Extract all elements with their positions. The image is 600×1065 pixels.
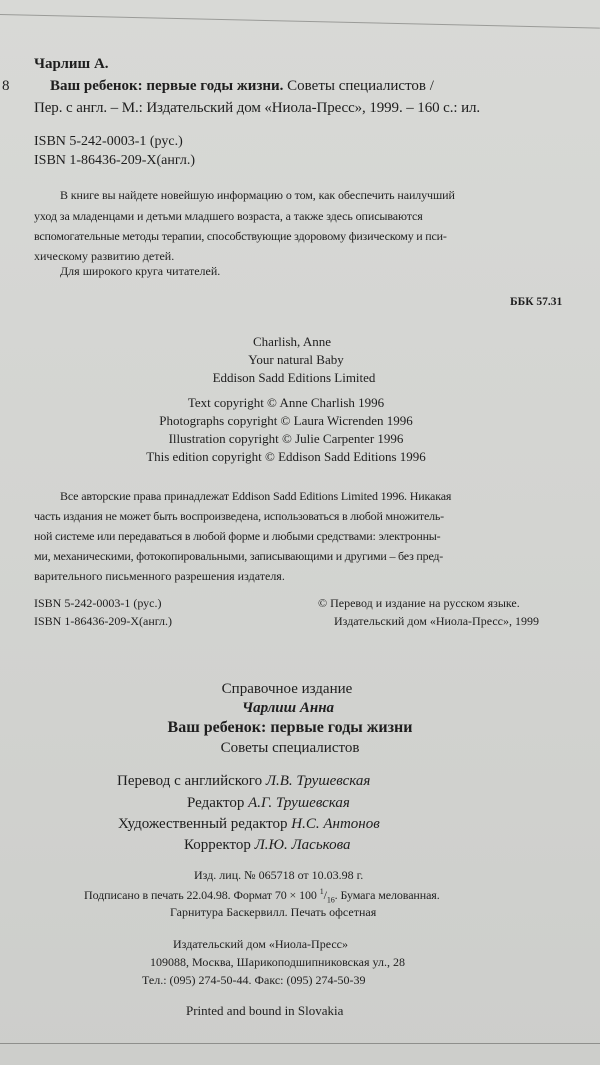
isbn-top-rus: ISBN 5-242-0003-1 (рус.) bbox=[34, 134, 183, 149]
printed-in: Printed and bound in Slovakia bbox=[186, 1003, 344, 1018]
translation-publisher: Издательский дом «Ниола-Пресс», 1999 bbox=[334, 614, 539, 628]
rights-line: Все авторские права принадлежат Eddison Sadd Editions Limited 1996. Никакая bbox=[60, 489, 452, 503]
isbn-bottom-rus: ISBN 5-242-0003-1 (рус.) bbox=[34, 596, 162, 610]
catalog-title-rest: Советы специалистов / bbox=[283, 78, 434, 94]
credit-art-editor bbox=[118, 816, 380, 833]
copyright-line: Photographs copyright © Laura Wicrenden 1996 bbox=[159, 413, 413, 428]
credit-name: Л.В. Трушевская bbox=[265, 773, 371, 789]
catalog-author: Чарлиш А. bbox=[34, 56, 109, 72]
copyright-line: This edition copyright © Eddison Sadd Editions 1996 bbox=[146, 449, 426, 464]
catalog-title-line bbox=[50, 78, 434, 95]
translation-copyright: © Перевод и издание на русском языке. bbox=[318, 596, 520, 610]
rights-line: ной системе или передаваться в любой форме и любыми средствами: электронны- bbox=[34, 529, 441, 543]
isbn-bottom-eng: ISBN 1-86436-209-X(англ.) bbox=[34, 614, 173, 628]
credit-role: Корректор bbox=[184, 837, 251, 853]
colophon-kind: Справочное издание bbox=[221, 681, 353, 697]
margin-number: 8 bbox=[2, 78, 10, 94]
credit-role: Перевод с английского bbox=[117, 773, 263, 789]
annotation-line: уход за младенцами и детьми младшего возраста, а также здесь описываются bbox=[34, 209, 423, 223]
catalog-title-bold: Ваш ребенок: первые годы жизни. bbox=[50, 78, 284, 94]
annotation-audience: Для широкого круга читателей. bbox=[60, 264, 221, 278]
page-top-edge bbox=[0, 14, 600, 29]
rights-line: ми, механическими, фотокопировальными, записывающими и другими – без пред- bbox=[34, 549, 444, 563]
credit-name: Л.Ю. Ласькова bbox=[254, 837, 351, 853]
catalog-publication-line: Пер. с англ. – М.: Издательский дом «Ниола-Пресс», 1999. – 160 с.: ил. bbox=[34, 100, 481, 116]
credit-role: Художественный редактор bbox=[118, 816, 288, 832]
original-author: Charlish, Anne bbox=[253, 334, 331, 349]
copyright-line: Illustration copyright © Julie Carpenter 1996 bbox=[168, 431, 404, 446]
colophon-phones: Тел.: (095) 274-50-44. Факс: (095) 274-50-39 bbox=[142, 973, 366, 987]
typeface-line: Гарнитура Баскервилл. Печать офсетная bbox=[170, 905, 377, 919]
print-info-text: Подписано в печать 22.04.98. Формат 70 × 100 bbox=[84, 888, 320, 902]
original-publisher: Eddison Sadd Editions Limited bbox=[212, 370, 376, 385]
page-bottom-edge bbox=[0, 1043, 600, 1044]
colophon-author: Чарлиш Анна bbox=[241, 700, 335, 716]
credit-name: А.Г. Трушевская bbox=[248, 795, 350, 811]
credit-name: Н.С. Антонов bbox=[291, 816, 380, 832]
print-info-paper: . Бумага мелованная. bbox=[334, 888, 440, 902]
copyright-line: Text copyright © Anne Charlish 1996 bbox=[187, 395, 385, 410]
annotation-line: В книге вы найдете новейшую информацию о том, как обеспечить наилучший bbox=[60, 188, 455, 202]
rights-line: часть издания не может быть воспроизведена, использоваться в любой множитель- bbox=[34, 509, 444, 523]
annotation-line: хическому развитию детей. bbox=[34, 249, 175, 263]
bbk-code: ББК 57.31 bbox=[510, 296, 563, 308]
fraction-denominator: 16 bbox=[326, 895, 335, 905]
colophon-address: 109088, Москва, Шарикоподшипниковская ул., 28 bbox=[150, 955, 405, 969]
colophon-title: Ваш ребенок: первые годы жизни bbox=[167, 719, 413, 736]
isbn-top-eng: ISBN 1-86436-209-X(англ.) bbox=[34, 153, 196, 168]
license-line: Изд. лиц. № 065718 от 10.03.98 г. bbox=[194, 868, 364, 882]
credit-role: Редактор bbox=[187, 795, 245, 811]
print-info-line: Подписано в печать 22.04.98. Формат 70 × 100 $^1/_{16}$. Бумага мелованная. bbox=[84, 887, 440, 905]
fraction-numerator: 1 bbox=[319, 887, 324, 896]
credit-editor bbox=[187, 795, 350, 812]
credit-proofreader bbox=[184, 837, 351, 854]
original-title: Your natural Baby bbox=[248, 352, 344, 367]
rights-line: варительного письменного разрешения издателя. bbox=[34, 569, 285, 583]
colophon-subtitle: Советы специалистов bbox=[220, 740, 360, 756]
credit-translation bbox=[117, 773, 370, 790]
colophon-publisher: Издательский дом «Ниола-Пресс» bbox=[173, 937, 348, 951]
annotation-line: вспомогательные методы терапии, способствующие здоровому физическому и пси- bbox=[34, 229, 447, 243]
